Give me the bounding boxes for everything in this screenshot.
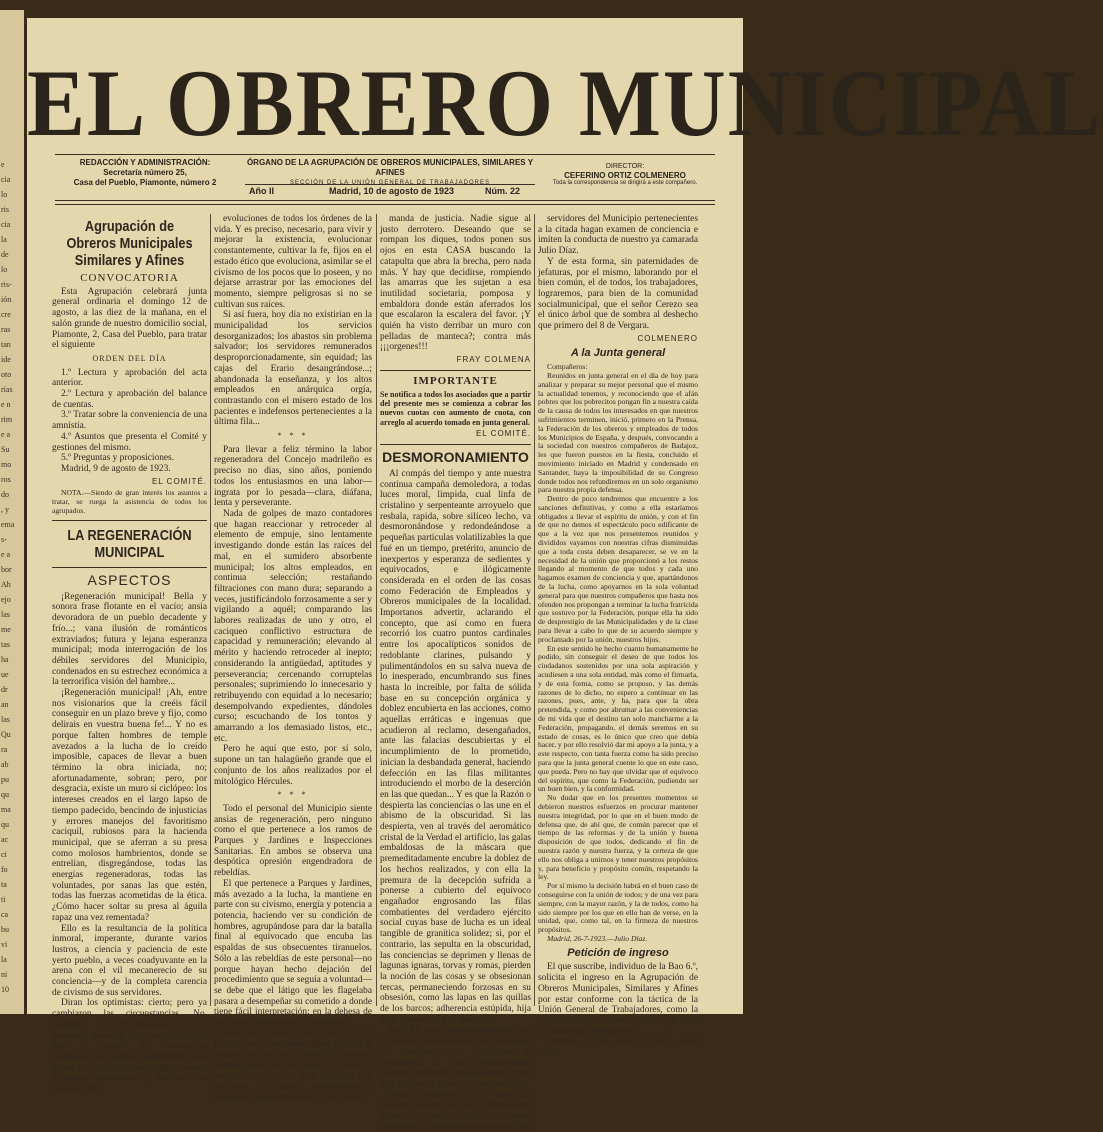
col4-body-5: No dudar que en los presentes momentos se debieron nuestros esfuerzos en procurar mantener nuestra integridad, por lo que en el buen modo de defensa que, de ahí que, de común parecer que el tiempo de las reformas y de la unión y buena disposición de que todos, dedicando el fin de nuestra razón y nuestra fuerza, y la certeza de que ello nos obliga a unirnos y tener nuestros propósitos y, para beneficio y propósito común, respetando la ley.: [538, 793, 698, 882]
organ-subtitle: SECCIÓN DE LA UNIÓN GENERAL DE TRABAJADORES: [289, 180, 491, 186]
previous-page-fragment: ac: [1, 835, 9, 844]
col2-body-4: Nada de golpes de mazo contadores que hagan reaccionar y retroceder al elemento de empuje, sino lentamente investigando donde están las raíces del mal, en el sumidero absorbente municipal; los altos empleados, en continua selección; restañando filtraciones con mano dura; separando a veces, justificándolo forzosamente a ser y vigilando a aquél; comparando las labores realizadas de uno y otro, el caciqueo conflictivo estructura de capacidad y remuneración; elevando al mérito y haciendo retroceder al inepto; considerando la antigüedad, aptitudes y perseverancia; cercenando corruptelas personales; suprimiendo lo innecesario y retribuyendo con equidad a lo necesario; desempolvando expedientes, dándoles curso; escuchando de los tontos y amarrando a los demasiado listos, etc., etc.: [214, 508, 372, 744]
previous-page-fragment: ejo: [1, 595, 11, 604]
previous-page-fragment: la: [1, 955, 7, 964]
director-note: Toda la correspondencia se dirigirá a este compañero.: [552, 180, 698, 186]
previous-page-fragment: tan: [1, 340, 11, 349]
col2-body2-1: Todo el personal del Municipio siente ansias de regeneración, pero ninguno como el que pertenece a los ramos de Parques y Jardines e Inspecciones Sanitarias. En ambos se observa una despótica opresión engendradora de rebeldías.: [214, 803, 372, 879]
col2-body-3: Para llevar a feliz término la labor regeneradora del Concejo madrileño es preciso no dias, sino años, poniendo todos los entusiasmos en una labor—ingrata por lo pesada—clara, diáfana, lenta y perseverante.: [214, 444, 372, 509]
col3-importante-heading: IMPORTANTE: [413, 374, 498, 387]
col4-heading: A la Junta general: [570, 347, 666, 360]
previous-page-fragment: ca: [1, 910, 9, 919]
dateline-bottom-rule: [55, 200, 715, 201]
dateline: [245, 185, 535, 199]
col1-body-1: ¡Regeneración municipal! Bella y sonora frase flotante en el vacío; ansia devoradora de un pueblo decadente y frío...; vana ilusión de románticos extraviados; futura y lejana esperanza municipal; moda interrogación de los débiles servidores del Municipio, condenados en su estrechez económica a la terrorífica visión del hambre...: [52, 591, 207, 688]
previous-page-fragment: cia: [1, 220, 11, 229]
previous-page-fragment: ión: [1, 295, 12, 304]
col4-body-4: En este sentido he hecho cuanto humanamente he podido, sin conseguir el deseo de que todos los ciudadanos sostenidos por una sola aspiración y acudiesen a una sola entidad, más como el firmarla, y de esta forma, como se propuso, y las demás razones de lo dicho, no espero a continuar en las razones, pues, ante, y ha, para que la obra pretendida, y como por abrumar a las conveniencias de mi vida que el destino tan solo mancharme a la Federación, propagando, el demás seremos en su estado de cosas, es lo único que creo que debía hacer, y por ello resolvió dar mi apoyo a la junta, y a este respecto, con tanta fuerza como ha sido preciso para que la junta general cuente lo que en este caso, que pueda. Pero no hay que olvidar que el equívoco del espíritu, que como la Federación, pudiendo ser un buen bien, y la conformidad.: [538, 643, 698, 794]
column-1: [52, 214, 207, 1095]
previous-page-fragment: ris: [1, 205, 9, 214]
previous-page-fragment: tas: [1, 640, 10, 649]
col3-signature: FRAY COLMENA: [456, 355, 531, 365]
previous-page-fragment: las: [1, 610, 10, 619]
previous-page-fragment: ra: [1, 745, 8, 754]
newspaper-page: [27, 18, 1103, 1132]
previous-page-fragment: e a: [1, 430, 11, 439]
column-3: [380, 214, 531, 1132]
col1-signature: EL COMITÉ.: [151, 476, 207, 486]
dateline-number: Núm. 22: [485, 186, 521, 196]
col4-body-1: Compañeros:: [547, 362, 588, 372]
previous-page-fragment: fo: [1, 865, 8, 874]
previous-page-fragment: an: [1, 700, 9, 709]
col2-body-5: Pero he aquí que esto, por sí solo, supone un tan halagüeño grande que el conjunto de los años realizados por el mitológico Hércules.: [214, 744, 372, 787]
previous-page-fragment: ab: [1, 760, 9, 769]
previous-page-fragment: e: [1, 160, 5, 169]
col4-date2: Madrid, 1.º de julio de 1923.—Julio Díaz.: [538, 1037, 698, 1059]
previous-page-fragment: ras: [1, 325, 11, 334]
col2-separator-2: * * *: [277, 790, 309, 800]
col1-aspectos: ASPECTOS: [87, 571, 172, 588]
previous-page-fragment: e a: [1, 550, 11, 559]
col4-body-top-2: Y de esta forma, sin paternidades de jefaturas, por el mismo, laborando por el bien común, el de todos, los trabajadores, lograremos, para bien de la comunidad socialmunicipal, que el señor Cerezo sea el único árbol que de sombra al deshecho que primero del 8 de Vergara.: [538, 256, 698, 332]
col3-importante-box: [380, 370, 531, 445]
previous-page-fragment: cia: [1, 175, 11, 184]
previous-page-fragment: mo: [1, 460, 12, 469]
col1-body-4: Diran los optimistas: cierto; pero ya cambiaron las circunstancias. No, queridos. Las circunstancias es un momento pasional histórico producido por el ansia de renovación; exteriorización pasiva, momentánea, que muere en flor: los hombres siguen siendo lo mismo: indiferentes y abúlicos. Son pocos en las: [52, 998, 207, 1095]
col1-heading2: LA REGENERACIÓN MUNICIPAL: [67, 526, 192, 561]
previous-page-fragment: me: [1, 625, 11, 634]
dateline-bottom-rule-2: [55, 204, 715, 205]
previous-page-fragment: ema: [1, 520, 15, 529]
previous-page-fragment: pu: [1, 775, 9, 784]
col1-item-3: 3.º Tratar sobre la conveniencia de una amnistía.: [52, 410, 207, 432]
previous-page-fragment: bu: [1, 925, 9, 934]
previous-page-fragment: lo: [1, 190, 8, 199]
col1-item-4: 4.º Asuntos que presenta el Comité y gestiones del mismo.: [52, 431, 207, 453]
previous-page-fragment: ide: [1, 355, 11, 364]
editorial-address-line2: Secretaría número 25,: [103, 168, 187, 177]
previous-page-fragment: ni: [1, 970, 8, 979]
col1-body-2: ¡Regeneración municipal! ¡Ah, entre nos visionarios que la creéis fácil conseguir en un plazo breve y fijo, como delirais en vuestra buena fe!... Y no es porque falten hombres de temple avezados a la lucha de lo creído imposible, capaces de llevar a buen término la obra iniciada, no; afortunadamente, sobran; pero, por desgracia, existe un muro si ciclópeo: los intereses creados en el largo lapso de tiempo padecido, bencindo de injusticias y errores manejos del favoritismo caciquil, rubiosos para la hacienda municipal, que se aferran a su presa como molosos hambrientos, donde se entrelían, disgregándose, todas las energías regeneradoras, todas las voluntades, por sanas las que estén, todas las fuerzas acometidas de la ética. ¿Cómo hacer soltar su presa al águila rapaz una vez rementada?: [52, 688, 207, 923]
col4-heading2: Petición de ingreso: [567, 946, 669, 959]
previous-page-fragment: ha: [1, 655, 9, 664]
editorial-address: [55, 158, 235, 188]
col4-body-6: Por sí mismo la decisión habrá en el buen caso de conseguirse con la unión de todos; y de una vez para siempre, con la mayor razón, y la de todos, como ha sido siempre por los que en ello han de verse, en la unidad, que, como tal, en la firmeza de nuestros propósitos.: [538, 881, 698, 935]
column-rule-1: [210, 214, 211, 1006]
col3-heading: DESMORONAMIENTO: [382, 448, 529, 465]
director-name: CEFERINO ORTIZ COLMENERO: [564, 171, 686, 180]
previous-page-fragment: , y: [1, 505, 9, 514]
previous-page-fragment: ti: [1, 895, 6, 904]
previous-page-fragment: Qu: [1, 730, 11, 739]
previous-page-fragment: ta: [1, 880, 7, 889]
editorial-address-line1: REDACCIÓN Y ADMINISTRACIÓN:: [79, 158, 211, 167]
col3-body-2: Pero he aquí, afortunadamente, que no es este último caso el que nos ocupa: las conciencias se despiertan, el documento al que anteriormente hacemos referencia más adelante, acusa una de ellas en prueba incontrovertible.: [380, 1025, 531, 1089]
masthead-rule: [55, 154, 715, 155]
director-info: [535, 162, 715, 187]
organ-title: ÓRGANO DE LA AGRUPACIÓN DE OBREROS MUNICIPALES, SIMILARES Y AFINES: [246, 158, 534, 177]
previous-page-fragment: ma: [1, 805, 11, 814]
previous-page-fragment: bor: [1, 565, 12, 574]
col3-importante-text: Se notifica a todos los asociados que a partir del presente mes se comienza a cobrar los nuevos cuotas con aumento de cuota, con arreglo al acuerdo tomado en junta general.: [380, 389, 531, 427]
col1-item-5: 5.º Preguntas y proposiciones.: [61, 453, 175, 464]
col1-orden-heading: ORDEN DEL DÍA: [92, 353, 167, 363]
col1-heading: Agrupación de Obreros Municipales Similares y Afines: [66, 218, 193, 269]
column-rule-2: [376, 214, 377, 1006]
col3-body-1: Al compás del tiempo y ante nuestra continua campaña demoledora, a todas luces moral, limpida, cual linfa de cristalino y serpenteante arroyuelo que resbala, rapida, sobre silíceo lecho, va desmoronándose y redondeándose a pequeñas partículas volatilizables la que fué en un tiempo, pretérito, anuncio de inexpertos y esperanza de sedientes y equivocados, e ilógicamente considerada en el orden de las cosas como Federación de Empleados y Obreros municipales de la localidad. Importanos advertir, aclarando el concepto, que así como en fuera recorrió los cuatro puntos cardinales entre los apocalípticos sonidos de redoblante clarines, pulsando y pulimentándolos en su salva nueva de lo inesperado, encumbrando sus fines hasta lo increíble, por falta de sólida base en su concepción orgánica y doblez encubierta en las acciones, como aquellas erráticas e ingenuas que acudieron al reclamo, desengañados, ante las falacias descubiertas y el incumplimiento de lo prometido, inician la desbandada general, haciendo defección en las filas militantes introduciendo el morbo de la deserción en las que quedan... Y es que la Razón o despierta las conciencias o las une en el abismo de la obscuridad. Si las despierta, ven al través del aeromático cristal de la Verdad el artificio, las galas embaldosas de la máscara que premeditadamente encubre la doblez de los hechos realizados, y con ella la premura de la decepción sufrida a ponerse a cubierto del equívoco engañador engrosando las filas combatientes del verdadero ejército social cuyas base de lucha es un ideal tangible de granítica solidez; si, por el contrario, las sepulta en la obscuridad, las conciencias se deprimen y llenas de lagunas ignaras, torvas y romas, pierden la noción de las cosas y se obsesionan tercas, permaneciendo forzosas en su obsesión, como las lapas en las quillas de los barcos; adherencia estúpida, hija de la ignorancia y el despecho.: [380, 468, 531, 1025]
col4-date: Madrid, 26-7-1923.—Julio Díaz.: [547, 933, 648, 943]
col1-nota: NOTA.—Siendo de gran interés los asuntos a tratar, se ruega la asistencia de todos los agrupados.: [52, 488, 207, 515]
previous-page-fragment: qu: [1, 790, 9, 799]
col1-intro: Esta Agrupación celebrará junta general ordinaria el domingo 12 de agosto, a las diez de la mañana, en el salón grande de nuestro domicilio social, Piamonte, 2, Casa del Pueblo, para tratar el siguiente: [52, 286, 207, 351]
col4-body-3: Dentro de poco tendremos que encuentre a los sanciones definitivas, y como a ella estaríamos obligados a llevar el espíritu de unión, y con el fin de que no demos el espectáculo poco edificante de que a la vez que nos presentemos reunidos y divididos vayamos con nuestras cifras disminuidas que a toda costa deben desaparecer, se ve en la necesidad de la unión que proporcionó a los restos llegando al momento de que todos y cada uno hagamos examen de conciencia y que, apartándonos de la lucha, como apoyarnos en la sola voluntad general para que nuestros compañeros que hasta nos ofenden nos propongan a terminar la lucha fratricida que sostuvo por la Federación, porque ella ha sido de desprestigio de las Municipalidades y de la clase para llevar a cabo lo que de su acuerdo siempre y proclamado por la unión, nuestros hijos.: [538, 494, 698, 644]
editorial-address-line3: Casa del Pueblo, Piamonte, número 2: [73, 178, 217, 187]
col2-body2-2: El que pertenece a Parques y Jardines, más avezado a la lucha, la mantiene en parte con su civismo, energía y potencia a potencia, haciendo ver su condición de hombres, agrupándose para dar la batalla final al equivocado que encuba las espaldas de sus obsecuentes tiranuelos. Sólo a las rebeldías de este personal—no porque hayan hecho dejación del procedimiento que se seguía a voluntad—se debe que el látigo que les flagelaba pasara a desempeñar su cometido a donde tiene fácil interpretación: en la dehesa de las bestias de la selección zoológica.: [214, 878, 372, 1029]
previous-page-fragment: 10: [1, 985, 9, 994]
previous-page-fragment: las: [1, 715, 10, 724]
col4-body2: El que suscribe, individuo de la Bao 6.º, solicita el ingreso en la Agrupación de Obreros Municipales, Similares y Afines por estar conforme con la táctica de la Unión General de Trabajadores, como la organización de clase por la que esta afiliada dicha Agrupación.: [538, 962, 698, 1037]
previous-page-fragment: cre: [1, 310, 11, 319]
previous-page-fragment: ros: [1, 475, 11, 484]
column-4: [538, 214, 698, 1059]
col3-body-3: Dicho documento, tal y como se publica, ha sido leído en la última junta general celebrada por la ya ruinosa Federación. Celebraremos que todos los: [380, 1089, 531, 1132]
masthead-title: EL OBRERO MUNICIPAL: [27, 49, 1103, 156]
previous-page-fragment: qu: [1, 820, 9, 829]
col2-body-2: Si así fuera, hoy día no existirían en la municipalidad los servicios desorganizados; los abastos sin problema salvador; los servidores remunerados desproporcionadamente, sin equidad; las cajas del Erario desangrándose...; abandonada la enseñanza, y los altos empleados en anárquica orgía, contrastando con el mísero estado de los pacientes e indefensos pertenecientes a la última fila...: [214, 310, 372, 428]
previous-page-fragment: vi: [1, 940, 8, 949]
col1-date: Madrid, 9 de agosto de 1923.: [61, 463, 171, 474]
col4-body-2: Reunidos en junta general en el día de hoy para analizar y preparar su mejor personal que el mismo la actualidad tenemos, y reconociendo que el afán pobres que los pobrecitos pongan fin a nuestra caída de la causa de todos los interesados en que nuestros sufrimientos terminen, inició, primero en la Prensa, la Federación de los obreros y empleados de todos los Municipios de España, y después, convocando a la sociedad con nuestros compañeros de Badajoz, les que fueron puestos en la fiesta, concluido el movimiento iniciado en Madrid y condensado en Santander, haya la imposibilidad de su Congreso donde todos nos refundiremos en un solo organismo para nuestra propia defensa.: [538, 370, 698, 495]
col4-signature: COLMENERO: [637, 333, 698, 343]
previous-page-fragment: ue: [1, 670, 9, 679]
col2-separator: * * *: [277, 431, 309, 441]
col1-item-1: 1.º Lectura y aprobación del acta anterior.: [52, 367, 207, 389]
dateline-year: Año II: [249, 186, 274, 196]
previous-page-fragment: Ah: [1, 580, 11, 589]
col1-heading2-box: [52, 520, 207, 568]
previous-page-edge: [0, 10, 24, 1014]
previous-page-fragment: rías: [1, 385, 13, 394]
previous-page-fragment: rim: [1, 415, 13, 424]
col1-convocatoria: CONVOCATORIA: [80, 272, 179, 284]
column-2: [214, 214, 373, 1103]
previous-page-fragment: la: [1, 235, 7, 244]
previous-page-fragment: do: [1, 490, 9, 499]
dateline-date: Madrid, 10 de agosto de 1923: [329, 186, 455, 196]
col2-body-1: evoluciones de todos los órdenes de la vida. Y es preciso, necesario, para vivir y mejorar la existencia, evolucionar constantemente, cultivar la fe, fijos en el estado ético que evoluciona, asimilar se el civismo de los pocos que lo poseen, y no dejarse arrastrar por las emociones del momento, siempre peligrosas si no se cultivan sus raíces.: [214, 214, 373, 310]
col1-body-3: Ello es la resultancia de la política inmoral, imperante, durante varios lustros, a ciencia y paciencia de este yerto pueblo, a veces coadyuvante en la arena con el vil mecanerecio de su conciencia—y de la completa carencia de civismo de sus servidores.: [52, 923, 207, 998]
column-rule-3: [534, 214, 535, 1006]
previous-page-fragment: ris-: [1, 280, 12, 289]
previous-page-fragment: lo: [1, 265, 8, 274]
previous-page-fragment: ci: [1, 850, 7, 859]
col3-importante-sig: EL COMITÉ.: [475, 429, 531, 439]
previous-page-fragment: Su: [1, 445, 10, 454]
col1-item-2: 2.º Lectura y aprobación del balance de cuentas.: [52, 389, 207, 410]
previous-page-fragment: s-: [1, 535, 7, 544]
director-role: DIRECTOR:: [605, 163, 645, 170]
col4-small-block: [538, 363, 698, 944]
previous-page-fragment: e n: [1, 400, 11, 409]
col4-body-top-1: servidores del Municipio pertenecientes a la citada hagan examen de conciencia e imiten la conducta de nuestro ya camarada Julio Díaz.: [538, 214, 698, 257]
previous-page-fragment: oto: [1, 370, 12, 379]
col3-body-top: manda de justicia. Nadie sigue al justo derrotero. Deseando que se rompan los diques, todos ponen sus ojos en esta CASA buscando la catapulta que abra la brecha, pero nada más. Y hay que decidirse, rompiendo las amarras que les sujetan a esa inutilidad societaria, pomposa y embaldora donde están aferrados los que escalaron la escalera del favor. ¡Y quién ha visto derribar un muro con pelladas de manteca?; contra más ¡¡¡orgenes!!!: [380, 214, 531, 353]
previous-page-fragment: dr: [1, 685, 8, 694]
col2-body2-3: Pero no ocurre así con el de Inspecciones Sanitarias, quien soporta la tiranía que se ejerce sobre él inaudito silencio que sus venganzas. Y esto es vergonzoso. Todo el está sabiendo con precisión y castigos, favoritismos y adulación; pero nadie alza la voz en de-: [214, 1028, 372, 1103]
previous-page-fragment: de: [1, 250, 9, 259]
